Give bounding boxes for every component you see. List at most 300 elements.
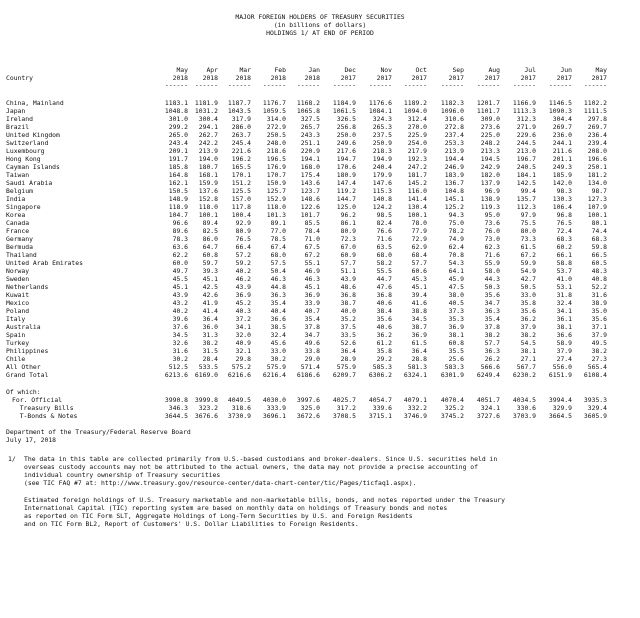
holding-value: 136.7	[444, 179, 464, 187]
holding-value: 38.9	[591, 299, 607, 307]
country-name: Philippines	[6, 347, 49, 355]
holding-value: 1182.3	[440, 99, 464, 107]
holding-value: 40.5	[448, 299, 464, 307]
holding-value: 66.5	[591, 251, 607, 259]
holding-value: 137.9	[480, 179, 500, 187]
holding-value: 99.4	[520, 187, 536, 195]
holding-value: 75.0	[448, 219, 464, 227]
holding-value: 270.0	[407, 123, 427, 131]
column-month: Oct	[415, 66, 427, 74]
table-row	[6, 275, 626, 283]
country-name: Ireland	[6, 115, 33, 123]
holding-value: 35.6	[376, 315, 392, 323]
table-row	[6, 323, 626, 331]
holding-value: 165.5	[231, 163, 251, 171]
holding-value: 112.3	[516, 203, 536, 211]
table-row	[6, 219, 626, 227]
holding-value: 300.4	[198, 115, 218, 123]
holding-value: 324.3	[372, 115, 392, 123]
holding-value: 37.2	[235, 315, 251, 323]
holding-value: 42.6	[202, 291, 218, 299]
holding-value: 1031.2	[194, 107, 218, 115]
holding-value: 512.5	[168, 363, 188, 371]
footnote-paragraph-line: Estimated foreign holdings of U.S. Treasury marketable and non-marketable bills, bonds, and notes reported under the Treasury	[24, 496, 505, 504]
country-name: Chile	[6, 355, 26, 363]
holding-value: 122.6	[300, 203, 320, 211]
holding-value: 1176.6	[368, 99, 392, 107]
holding-value: 38.7	[411, 323, 427, 331]
holding-value: 61.5	[411, 339, 427, 347]
document-units: (in billions of dollars)	[273, 21, 367, 29]
official-value: 3935.3	[583, 396, 607, 404]
holding-value: 35.6	[520, 307, 536, 315]
holding-value: 37.9	[556, 347, 572, 355]
footnote-line: (see TIC FAQ #7 at: http://www.treasury.gov/resource-center/data-chart-center/tic/Pages/ticfaq1.aspx).	[24, 479, 417, 487]
country-name: Taiwan	[6, 171, 30, 179]
of-which-label: Of which:	[6, 388, 41, 396]
holding-value: 244.5	[516, 139, 536, 147]
holding-value: 1048.8	[164, 107, 188, 115]
holding-value: 6213.6	[164, 371, 188, 379]
official-value: 3676.6	[194, 412, 218, 420]
holding-value: 33.8	[304, 347, 320, 355]
holding-value: 309.0	[480, 115, 500, 123]
table-row	[6, 179, 626, 187]
holding-value: 35.3	[448, 315, 464, 323]
holding-value: 31.6	[172, 347, 188, 355]
holding-value: 225.9	[407, 131, 427, 139]
official-value: 332.2	[407, 404, 427, 412]
holding-value: 100.1	[407, 211, 427, 219]
holding-value: 38.8	[411, 307, 427, 315]
holding-value: 250.0	[336, 131, 356, 139]
holding-value: 245.4	[231, 139, 251, 147]
holding-value: 181.7	[407, 171, 427, 179]
holding-value: 37.9	[520, 323, 536, 331]
holding-value: 60.8	[202, 251, 218, 259]
holding-value: 45.1	[172, 283, 188, 291]
official-value: 325.0	[300, 404, 320, 412]
holding-value: 201.1	[552, 155, 572, 163]
table-row	[6, 243, 626, 251]
holding-value: 59.2	[235, 259, 251, 267]
column-month: Sep	[452, 66, 464, 74]
holding-value: 66.1	[556, 251, 572, 259]
holding-value: 63.6	[172, 243, 188, 251]
holding-value: 265.7	[300, 123, 320, 131]
column-rule: ------	[403, 81, 427, 89]
holding-value: 68.0	[376, 251, 392, 259]
holding-value: 250.5	[266, 131, 286, 139]
holding-value: 29.2	[376, 355, 392, 363]
table-row	[6, 363, 626, 371]
holding-value: 100.4	[231, 211, 251, 219]
holding-value: 181.2	[587, 171, 607, 179]
holding-value: 6216.6	[227, 371, 251, 379]
country-name: India	[6, 195, 26, 203]
holding-value: 533.5	[198, 363, 218, 371]
holding-value: 262.7	[198, 131, 218, 139]
holding-value: 50.3	[484, 283, 500, 291]
official-value: 3990.8	[164, 396, 188, 404]
country-name: Spain	[6, 331, 26, 339]
column-month: Mar	[239, 66, 251, 74]
holding-value: 327.5	[300, 115, 320, 123]
holding-value: 107.9	[587, 203, 607, 211]
holding-value: 59.8	[591, 243, 607, 251]
holding-value: 170.6	[336, 163, 356, 171]
country-name: Japan	[6, 107, 26, 115]
holding-value: 196.2	[231, 155, 251, 163]
column-year: 2018	[235, 74, 251, 82]
table-row	[6, 99, 626, 107]
column-rule: ------	[164, 81, 188, 89]
holding-value: 45.5	[172, 275, 188, 283]
holding-value: 116.0	[407, 187, 427, 195]
holding-value: 38.4	[376, 307, 392, 315]
holding-value: 54.3	[448, 259, 464, 267]
holding-value: 75.5	[520, 219, 536, 227]
country-name: Korea	[6, 211, 26, 219]
holding-value: 152.9	[266, 195, 286, 203]
holding-value: 89.4	[202, 219, 218, 227]
holding-value: 162.1	[168, 179, 188, 187]
holding-value: 196.7	[516, 155, 536, 163]
holding-value: 97.9	[520, 211, 536, 219]
holding-value: 209.1	[168, 147, 188, 155]
table-row	[6, 315, 626, 323]
holding-value: 125.0	[336, 203, 356, 211]
holding-value: 67.0	[340, 243, 356, 251]
holding-value: 68.4	[411, 251, 427, 259]
holding-value: 35.8	[520, 299, 536, 307]
country-name: Grand Total	[6, 371, 49, 379]
holding-value: 273.6	[480, 123, 500, 131]
holding-value: 49.5	[591, 339, 607, 347]
table-row	[6, 203, 626, 211]
holding-value: 62.2	[172, 251, 188, 259]
holding-value: 52.6	[340, 339, 356, 347]
holding-value: 6324.1	[403, 371, 427, 379]
country-name: Germany	[6, 235, 33, 243]
holding-value: 142.5	[516, 179, 536, 187]
official-value: 4051.7	[476, 396, 500, 404]
holding-value: 34.5	[411, 315, 427, 323]
country-name: Singapore	[6, 203, 41, 211]
official-value: 3999.8	[194, 396, 218, 404]
holding-value: 57.7	[411, 259, 427, 267]
column-month: Feb	[274, 66, 286, 74]
holding-value: 42.7	[520, 275, 536, 283]
country-name: Sweden	[6, 275, 30, 283]
holding-value: 45.1	[304, 283, 320, 291]
holding-value: 44.7	[376, 275, 392, 283]
holding-value: 57.2	[235, 251, 251, 259]
holding-value: 221.6	[231, 147, 251, 155]
holding-value: 148.9	[168, 195, 188, 203]
holding-value: 82.4	[376, 219, 392, 227]
holding-value: 54.5	[520, 339, 536, 347]
holding-value: 152.8	[198, 195, 218, 203]
holding-value: 60.5	[591, 259, 607, 267]
holding-value: 194.7	[336, 155, 356, 163]
holding-value: 34.7	[484, 299, 500, 307]
holding-value: 45.9	[448, 275, 464, 283]
table-row	[6, 187, 626, 195]
table-row	[6, 235, 626, 243]
official-value: 3605.9	[583, 412, 607, 420]
holding-value: 239.4	[587, 139, 607, 147]
holding-value: 243.4	[168, 139, 188, 147]
holding-value: 30.2	[270, 355, 286, 363]
table-row	[6, 155, 626, 163]
holding-value: 6151.9	[548, 371, 572, 379]
table-row	[6, 107, 626, 115]
footnote-line: The data in this table are collected primarily from U.S.-based custodians and broker-dealers. Since U.S. securities held in	[24, 455, 498, 463]
holding-value: 33.9	[304, 299, 320, 307]
holding-value: 237.4	[444, 131, 464, 139]
official-value: 4070.4	[440, 396, 464, 404]
holding-value: 96.9	[484, 187, 500, 195]
holding-value: 144.7	[336, 195, 356, 203]
holding-value: 159.9	[198, 179, 218, 187]
holding-value: 78.5	[270, 235, 286, 243]
holding-value: 45.6	[270, 339, 286, 347]
holding-value: 118.0	[266, 203, 286, 211]
holding-value: 145.1	[444, 195, 464, 203]
holding-value: 72.3	[340, 235, 356, 243]
column-year: 2017	[556, 74, 572, 82]
holding-value: 148.6	[300, 195, 320, 203]
holding-value: 150.9	[266, 179, 286, 187]
holding-value: 44.3	[484, 275, 500, 283]
holding-value: 60.6	[411, 267, 427, 275]
official-value: 329.9	[552, 404, 572, 412]
holding-value: 50.4	[270, 267, 286, 275]
holding-value: 1184.9	[332, 99, 356, 107]
column-month: May	[176, 66, 188, 74]
column-month: Jan	[308, 66, 320, 74]
holding-value: 192.3	[407, 155, 427, 163]
holding-value: 585.3	[372, 363, 392, 371]
holding-value: 581.3	[407, 363, 427, 371]
holding-value: 73.6	[484, 219, 500, 227]
official-value: 4054.7	[368, 396, 392, 404]
holding-value: 556.0	[552, 363, 572, 371]
holding-value: 28.9	[340, 355, 356, 363]
column-rule: ------	[583, 81, 607, 89]
holding-value: 42.5	[202, 283, 218, 291]
holding-value: 249.3	[552, 163, 572, 171]
official-value: 4034.5	[512, 396, 536, 404]
holding-value: 38.7	[340, 299, 356, 307]
holding-value: 38.1	[520, 347, 536, 355]
holding-value: 125.5	[231, 187, 251, 195]
holding-value: 58.0	[484, 267, 500, 275]
holding-value: 89.1	[270, 219, 286, 227]
holding-value: 130.3	[552, 195, 572, 203]
holding-value: 60.9	[340, 251, 356, 259]
holding-value: 272.9	[266, 123, 286, 131]
holding-value: 310.6	[444, 115, 464, 123]
official-row-label: For. Official	[12, 396, 63, 404]
holding-value: 35.4	[270, 299, 286, 307]
holding-value: 196.6	[587, 155, 607, 163]
country-name: Bermuda	[6, 243, 33, 251]
holding-value: 6230.2	[512, 371, 536, 379]
country-name: All Other	[6, 363, 41, 371]
holding-value: 80.1	[591, 219, 607, 227]
holding-value: 39.6	[172, 315, 188, 323]
holding-value: 218.6	[266, 147, 286, 155]
holding-value: 55.5	[376, 267, 392, 275]
holding-value: 157.0	[231, 195, 251, 203]
holding-value: 43.9	[172, 291, 188, 299]
holding-value: 6108.4	[583, 371, 607, 379]
holding-value: 142.0	[552, 179, 572, 187]
holding-value: 117.8	[231, 203, 251, 211]
holding-value: 145.2	[407, 179, 427, 187]
holding-value: 38.2	[484, 331, 500, 339]
holding-value: 119.2	[336, 187, 356, 195]
holding-value: 265.3	[372, 123, 392, 131]
holding-value: 40.7	[304, 307, 320, 315]
holding-value: 237.5	[372, 131, 392, 139]
holding-value: 98.3	[556, 187, 572, 195]
holding-value: 36.9	[411, 331, 427, 339]
holding-value: 71.6	[484, 251, 500, 259]
official-value: 3644.5	[164, 412, 188, 420]
holding-value: 46.2	[235, 275, 251, 283]
holding-value: 37.8	[304, 323, 320, 331]
table-row	[6, 163, 626, 171]
table-row	[6, 115, 626, 123]
holding-value: 208.0	[587, 147, 607, 155]
holding-value: 49.6	[304, 339, 320, 347]
holding-value: 61.2	[376, 339, 392, 347]
holding-value: 124.2	[372, 203, 392, 211]
holding-value: 28.4	[202, 355, 218, 363]
holding-value: 185.8	[168, 163, 188, 171]
holding-value: 272.8	[444, 123, 464, 131]
official-holdings-row	[6, 404, 626, 412]
holding-value: 1096.0	[440, 107, 464, 115]
holding-value: 123.7	[300, 187, 320, 195]
official-value: 325.2	[444, 404, 464, 412]
country-name: Australia	[6, 323, 41, 331]
holding-value: 45.2	[235, 299, 251, 307]
holding-value: 314.0	[266, 115, 286, 123]
column-rule: ------	[368, 81, 392, 89]
holding-value: 37.3	[448, 307, 464, 315]
official-value: 3672.6	[296, 412, 320, 420]
official-value: 3664.5	[548, 412, 572, 420]
holding-value: 286.0	[231, 123, 251, 131]
table-row	[6, 131, 626, 139]
holding-value: 43.9	[235, 283, 251, 291]
holding-value: 236.0	[552, 131, 572, 139]
holding-value: 36.0	[202, 323, 218, 331]
official-value: 3997.6	[296, 396, 320, 404]
holding-value: 59.7	[202, 259, 218, 267]
table-row	[6, 211, 626, 219]
column-year: 2017	[448, 74, 464, 82]
holding-value: 176.9	[266, 163, 286, 171]
holding-value: 76.0	[484, 227, 500, 235]
official-value: 330.6	[516, 404, 536, 412]
holding-value: 271.9	[516, 123, 536, 131]
holding-value: 52.2	[591, 283, 607, 291]
holding-value: 95.0	[484, 211, 500, 219]
country-name: Canada	[6, 219, 30, 227]
official-value: 3746.9	[403, 412, 427, 420]
holding-value: 31.3	[202, 331, 218, 339]
holding-value: 98.5	[376, 211, 392, 219]
holding-value: 213.3	[480, 147, 500, 155]
country-name: Turkey	[6, 339, 30, 347]
holding-value: 57.7	[340, 259, 356, 267]
holding-value: 34.1	[556, 307, 572, 315]
column-rule: ------	[440, 81, 464, 89]
holding-value: 58.2	[376, 259, 392, 267]
holding-value: 64.7	[202, 243, 218, 251]
holding-value: 170.1	[231, 171, 251, 179]
country-name: Kuwait	[6, 291, 30, 299]
country-name: Thailand	[6, 251, 37, 259]
holding-value: 55.9	[484, 259, 500, 267]
holding-value: 147.4	[336, 179, 356, 187]
column-year: 2017	[411, 74, 427, 82]
holding-value: 125.2	[444, 203, 464, 211]
holding-value: 36.9	[304, 291, 320, 299]
holding-value: 30.2	[172, 355, 188, 363]
table-row	[6, 355, 626, 363]
holding-value: 35.6	[484, 291, 500, 299]
holding-value: 54.9	[520, 267, 536, 275]
holding-value: 104.8	[444, 187, 464, 195]
holding-value: 240.4	[372, 163, 392, 171]
column-year: 2017	[484, 74, 500, 82]
holding-value: 36.4	[202, 315, 218, 323]
table-row	[6, 259, 626, 267]
table-row	[6, 283, 626, 291]
holding-value: 236.4	[587, 131, 607, 139]
country-name: Italy	[6, 315, 26, 323]
holding-value: 53.7	[556, 267, 572, 275]
official-holdings-row	[6, 396, 626, 404]
holding-value: 60.0	[172, 259, 188, 267]
column-year: 2017	[591, 74, 607, 82]
holding-value: 35.0	[591, 307, 607, 315]
holding-value: 32.1	[235, 347, 251, 355]
holding-value: 40.2	[235, 267, 251, 275]
official-value: 3730.9	[227, 412, 251, 420]
holding-value: 269.7	[552, 123, 572, 131]
holding-value: 6169.0	[194, 371, 218, 379]
holding-value: 242.2	[198, 139, 218, 147]
holding-value: 28.8	[411, 355, 427, 363]
table-row	[6, 331, 626, 339]
holding-value: 67.2	[304, 251, 320, 259]
holding-value: 39.3	[202, 267, 218, 275]
column-year: 2017	[340, 74, 356, 82]
holding-value: 1183.1	[164, 99, 188, 107]
holding-value: 46.3	[270, 275, 286, 283]
holding-value: 1061.5	[332, 107, 356, 115]
holding-value: 134.0	[587, 179, 607, 187]
holding-value: 36.3	[484, 347, 500, 355]
holding-value: 85.5	[304, 219, 320, 227]
